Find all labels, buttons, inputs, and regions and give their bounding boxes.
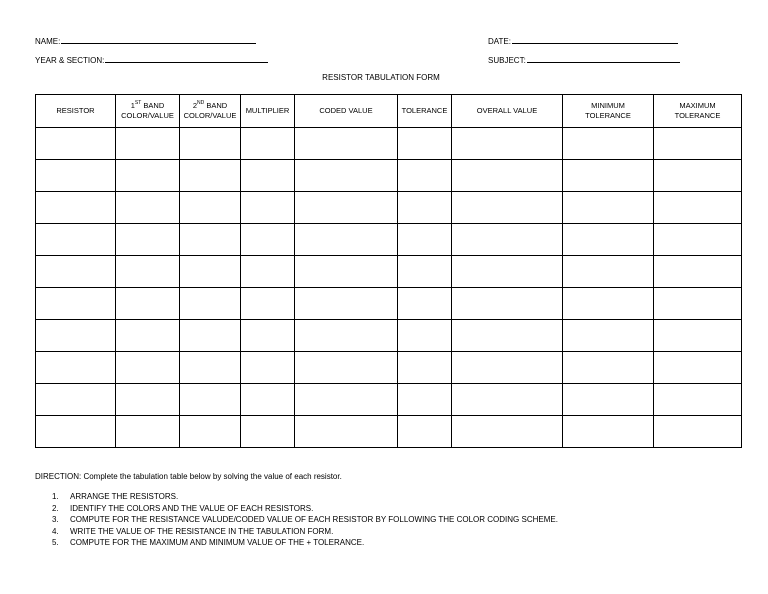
table-cell[interactable] xyxy=(563,384,654,416)
table-cell[interactable] xyxy=(36,256,116,288)
table-cell[interactable] xyxy=(563,160,654,192)
table-cell[interactable] xyxy=(180,160,241,192)
table-cell[interactable] xyxy=(398,320,452,352)
table-cell[interactable] xyxy=(241,384,295,416)
table-cell[interactable] xyxy=(563,192,654,224)
list-item: 1. ARRANGE THE RESISTORS. xyxy=(52,492,179,501)
table-cell[interactable] xyxy=(398,192,452,224)
table-cell[interactable] xyxy=(295,160,398,192)
direction-text: DIRECTION: Complete the tabulation table below by solving the value of each resistor. xyxy=(35,472,342,481)
table-cell[interactable] xyxy=(563,256,654,288)
table-cell[interactable] xyxy=(180,384,241,416)
table-cell[interactable] xyxy=(452,384,563,416)
subject-field[interactable] xyxy=(488,54,680,66)
table-cell[interactable] xyxy=(36,352,116,384)
table-cell[interactable] xyxy=(398,384,452,416)
table-cell[interactable] xyxy=(398,416,452,448)
table-cell[interactable] xyxy=(563,288,654,320)
table-row xyxy=(36,416,742,448)
table-row xyxy=(36,288,742,320)
table-cell[interactable] xyxy=(36,384,116,416)
table-cell[interactable] xyxy=(180,352,241,384)
subject-blank-line[interactable] xyxy=(527,54,680,63)
table-cell[interactable] xyxy=(241,192,295,224)
table-cell[interactable] xyxy=(563,224,654,256)
date-blank-line[interactable] xyxy=(512,35,678,44)
table-cell[interactable] xyxy=(452,224,563,256)
list-item: 3. COMPUTE FOR THE RESISTANCE VALUDE/CODED VALUE OF EACH RESISTOR BY FOLLOWING THE COLOR CODING SCHEME. xyxy=(52,515,558,524)
table-cell[interactable] xyxy=(295,352,398,384)
table-row xyxy=(36,352,742,384)
table-cell[interactable] xyxy=(36,224,116,256)
table-cell[interactable] xyxy=(654,128,742,160)
column-header: MAXIMUM TOLERANCE xyxy=(654,95,742,128)
year-section-label: YEAR & SECTION: xyxy=(35,56,105,65)
table-cell[interactable] xyxy=(180,320,241,352)
table-cell[interactable] xyxy=(36,320,116,352)
table-cell[interactable] xyxy=(116,320,180,352)
table-cell[interactable] xyxy=(116,160,180,192)
table-cell[interactable] xyxy=(654,384,742,416)
table-cell[interactable] xyxy=(241,352,295,384)
list-item: 5. COMPUTE FOR THE MAXIMUM AND MINIMUM VALUE OF THE + TOLERANCE. xyxy=(52,538,365,547)
table-cell[interactable] xyxy=(295,128,398,160)
table-cell[interactable] xyxy=(654,320,742,352)
table-row xyxy=(36,224,742,256)
table-cell[interactable] xyxy=(295,384,398,416)
year-section-blank-line[interactable] xyxy=(105,54,268,63)
table-cell[interactable] xyxy=(241,160,295,192)
name-label: NAME: xyxy=(35,37,61,46)
year-section-field[interactable] xyxy=(35,54,268,66)
table-cell[interactable] xyxy=(398,352,452,384)
column-header: TOLERANCE xyxy=(398,95,452,128)
date-field[interactable] xyxy=(488,35,678,47)
table-cell[interactable] xyxy=(563,320,654,352)
table-row xyxy=(36,192,742,224)
table-cell[interactable] xyxy=(452,288,563,320)
table-cell[interactable] xyxy=(180,256,241,288)
table-header-row xyxy=(36,95,742,128)
table-cell[interactable] xyxy=(116,288,180,320)
subject-label: SUBJECT: xyxy=(488,56,526,65)
table-cell[interactable] xyxy=(241,256,295,288)
table-cell[interactable] xyxy=(241,128,295,160)
steps-list xyxy=(35,491,558,549)
table-cell[interactable] xyxy=(452,416,563,448)
table-cell[interactable] xyxy=(116,224,180,256)
table-cell[interactable] xyxy=(654,160,742,192)
table-row xyxy=(36,128,742,160)
table-cell[interactable] xyxy=(398,160,452,192)
table-cell[interactable] xyxy=(654,288,742,320)
table-body xyxy=(36,128,742,448)
table-cell[interactable] xyxy=(295,256,398,288)
table-cell[interactable] xyxy=(295,320,398,352)
table-cell[interactable] xyxy=(452,352,563,384)
table-cell[interactable] xyxy=(241,320,295,352)
table-cell[interactable] xyxy=(654,192,742,224)
table-cell[interactable] xyxy=(654,256,742,288)
table-cell[interactable] xyxy=(452,128,563,160)
table-cell[interactable] xyxy=(295,192,398,224)
table-cell[interactable] xyxy=(116,256,180,288)
table-cell[interactable] xyxy=(295,224,398,256)
table-cell[interactable] xyxy=(180,192,241,224)
table-cell[interactable] xyxy=(180,416,241,448)
date-label: DATE: xyxy=(488,37,511,46)
column-header: MULTIPLIER xyxy=(241,95,295,128)
table-cell[interactable] xyxy=(654,352,742,384)
list-item: 2. IDENTIFY THE COLORS AND THE VALUE OF EACH RESISTORS. xyxy=(52,503,314,513)
table-cell[interactable] xyxy=(36,288,116,320)
table-cell[interactable] xyxy=(295,288,398,320)
table-cell[interactable] xyxy=(452,192,563,224)
table-cell[interactable] xyxy=(398,224,452,256)
table-cell[interactable] xyxy=(36,416,116,448)
table-cell[interactable] xyxy=(398,128,452,160)
table-cell[interactable] xyxy=(180,128,241,160)
table-cell[interactable] xyxy=(654,224,742,256)
tabulation-table xyxy=(35,94,742,448)
column-header: RESISTOR xyxy=(36,95,116,128)
table-cell[interactable] xyxy=(452,256,563,288)
name-blank-line[interactable] xyxy=(61,35,256,44)
column-header: CODED VALUE xyxy=(295,95,398,128)
table-row xyxy=(36,384,742,416)
list-item: 4. WRITE THE VALUE OF THE RESISTANCE IN THE TABULATION FORM. xyxy=(52,526,334,536)
column-header: 1ST BAND COLOR/VALUE xyxy=(116,95,180,128)
name-field[interactable] xyxy=(35,35,256,47)
table-row xyxy=(36,256,742,288)
table-row xyxy=(36,160,742,192)
table-cell[interactable] xyxy=(116,128,180,160)
table-cell[interactable] xyxy=(116,384,180,416)
table-cell[interactable] xyxy=(295,416,398,448)
table-cell[interactable] xyxy=(452,320,563,352)
table-cell[interactable] xyxy=(36,192,116,224)
table-cell[interactable] xyxy=(36,128,116,160)
table-cell[interactable] xyxy=(241,288,295,320)
table-cell[interactable] xyxy=(563,352,654,384)
column-header: OVERALL VALUE xyxy=(452,95,563,128)
table-cell[interactable] xyxy=(116,416,180,448)
table-cell[interactable] xyxy=(116,352,180,384)
table-row xyxy=(36,320,742,352)
table-cell[interactable] xyxy=(241,224,295,256)
form-title: RESISTOR TABULATION FORM xyxy=(322,73,440,82)
table-cell[interactable] xyxy=(563,416,654,448)
table-cell[interactable] xyxy=(398,256,452,288)
column-header: MINIMUM TOLERANCE xyxy=(563,95,654,128)
table-cell[interactable] xyxy=(563,128,654,160)
table-cell[interactable] xyxy=(116,192,180,224)
table-cell[interactable] xyxy=(180,288,241,320)
table-cell[interactable] xyxy=(398,288,452,320)
table-cell[interactable] xyxy=(654,416,742,448)
table-cell[interactable] xyxy=(452,160,563,192)
table-cell[interactable] xyxy=(36,160,116,192)
table-cell[interactable] xyxy=(180,224,241,256)
table-cell[interactable] xyxy=(241,416,295,448)
column-header: 2ND BAND COLOR/VALUE xyxy=(180,95,241,128)
